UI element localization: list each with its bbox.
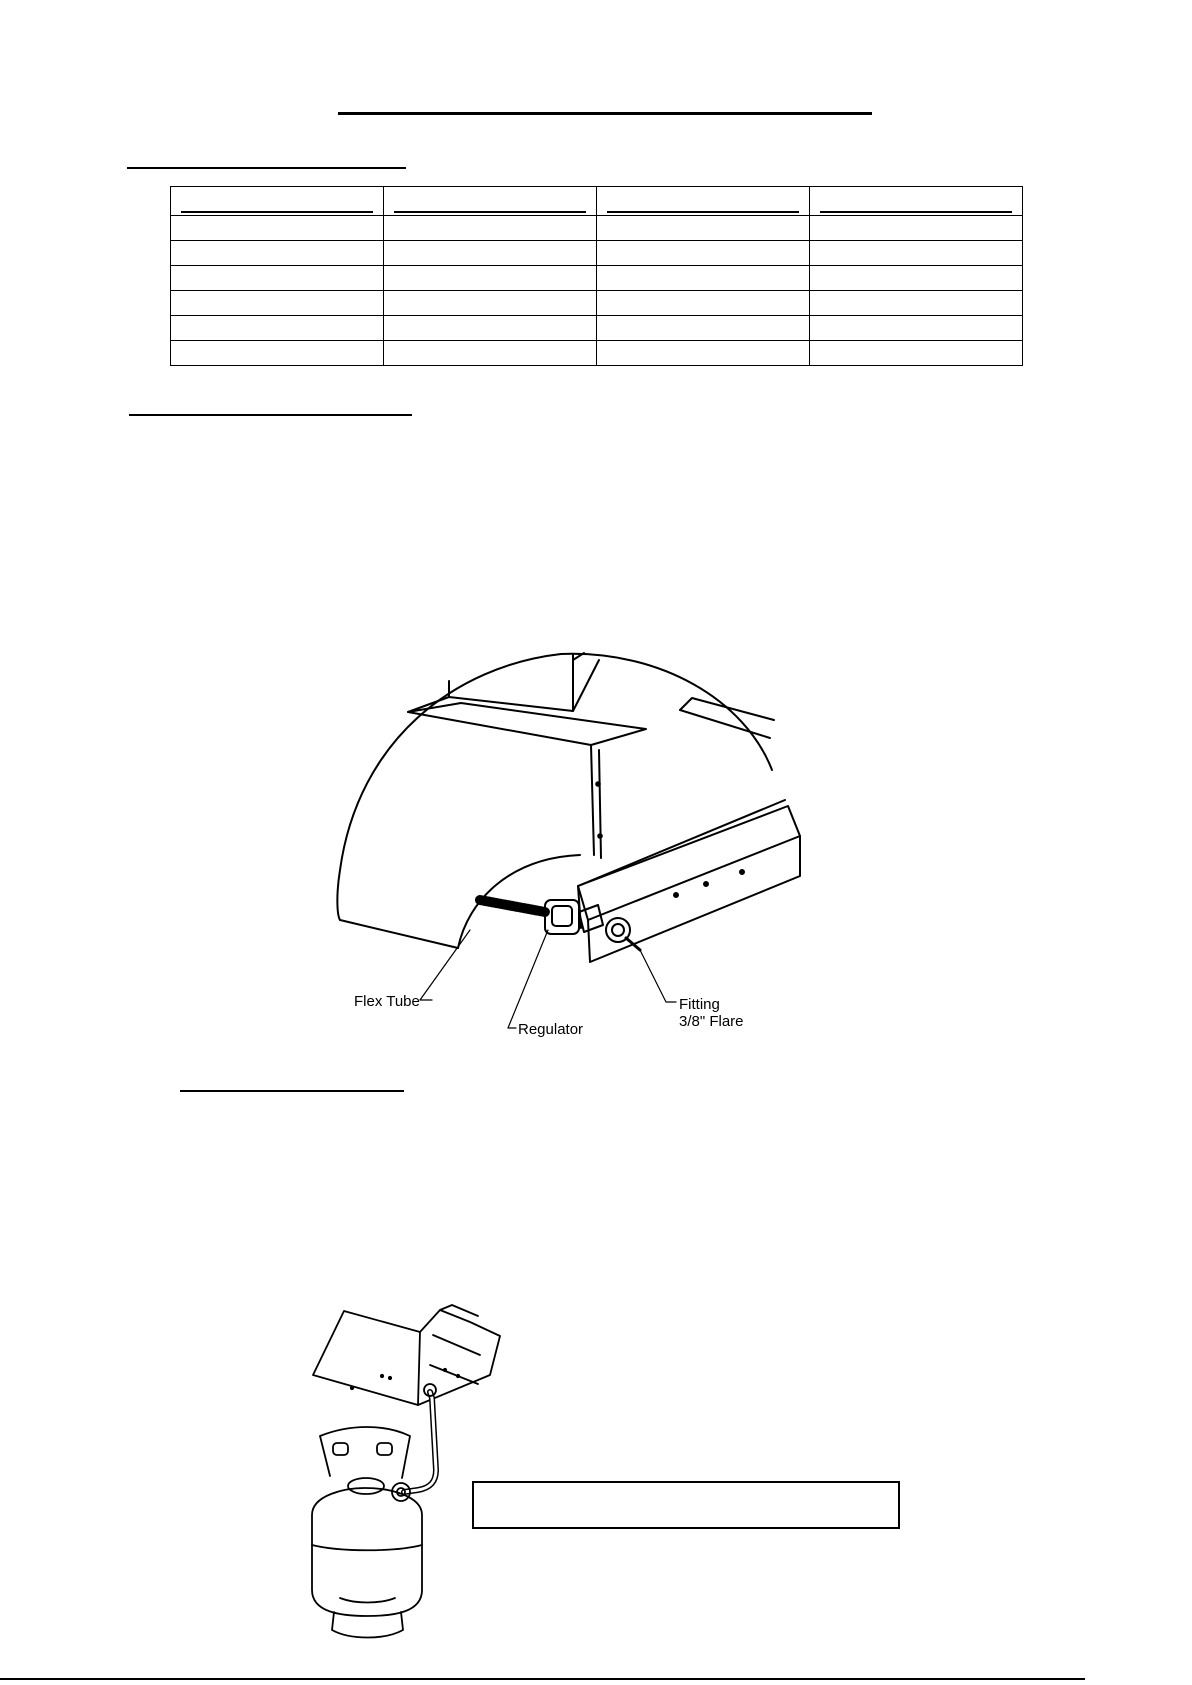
label-fitting-line2: 3/8" Flare: [679, 1013, 744, 1030]
propane-tank-body: [312, 1488, 422, 1616]
label-regulator: Regulator: [518, 1021, 584, 1038]
label-fitting-line1: Fitting: [679, 996, 720, 1013]
heater-head-panel: [313, 1311, 420, 1405]
label-flex-tube: Flex Tube: [354, 993, 420, 1010]
footer-rule: [0, 1678, 1085, 1680]
note-box: [472, 1481, 900, 1529]
